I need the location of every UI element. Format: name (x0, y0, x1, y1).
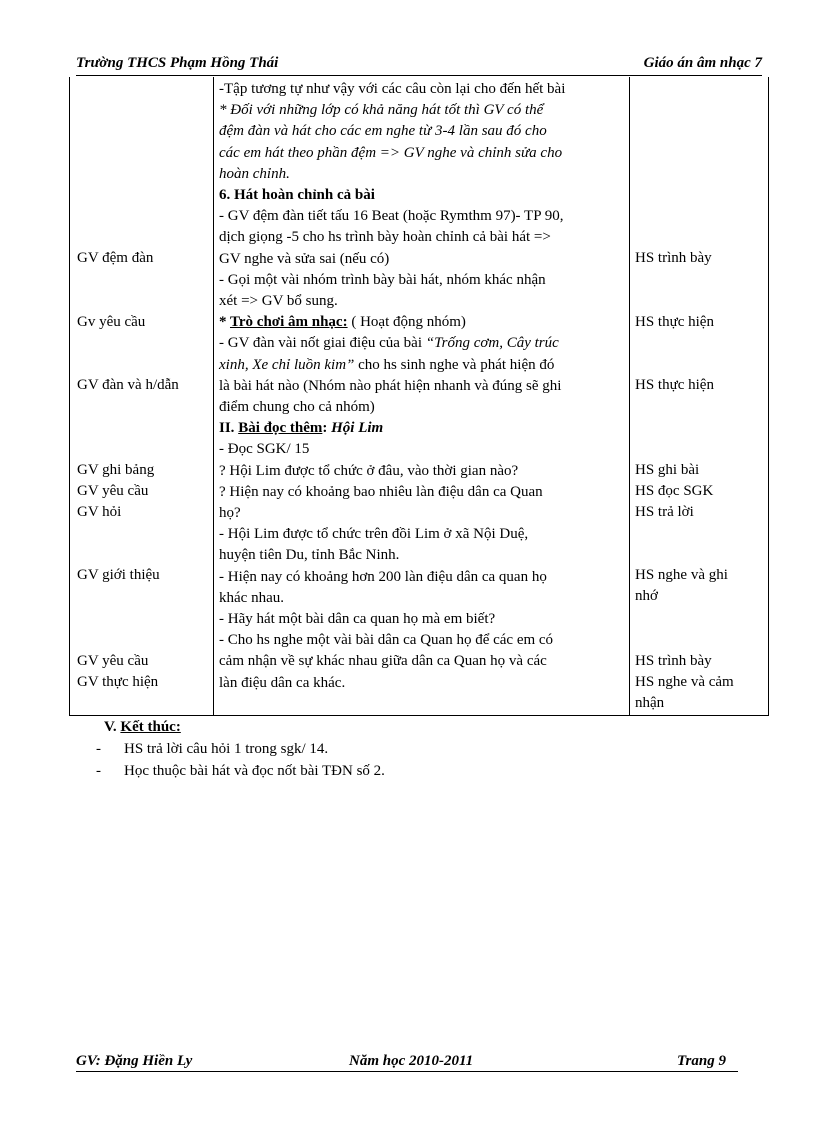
reading-name: Hội Lim (331, 420, 384, 437)
teacher-activity: GV yêu cầu (77, 653, 149, 669)
lesson-table (69, 77, 769, 716)
teacher-activity: GV đệm đàn (77, 250, 154, 266)
game-star: * (219, 314, 230, 331)
content-line: họ? (219, 505, 241, 522)
teacher-activity: GV hỏi (77, 504, 122, 520)
reading-heading (219, 418, 625, 439)
closing-title: Kết thúc: (120, 719, 181, 735)
teacher-activity: GV đàn và h/dẫn (77, 377, 179, 393)
closing-heading (104, 716, 385, 738)
student-activity: HS trả lời (635, 504, 694, 520)
teacher-activity: GV giới thiệu (77, 567, 160, 583)
teacher-activity: Gv yêu cầu (77, 314, 146, 330)
subject-title: Giáo án âm nhạc 7 (643, 55, 762, 71)
closing-list (96, 738, 385, 782)
student-activity: HS thực hiện (635, 377, 714, 393)
list-item-text: HS trả lời câu hỏi 1 trong sgk/ 14. (124, 741, 329, 757)
column-divider (629, 77, 630, 715)
content-line: đệm đàn và hát cho các em nghe từ 3-4 lần sau đó cho (219, 123, 547, 140)
section-heading: 6. Hát hoàn chỉnh cả bài (219, 187, 375, 204)
game-note: ( Hoạt động nhóm) (347, 314, 466, 331)
teaching-content (219, 79, 625, 694)
content-line: ? Hiện nay có khoảng bao nhiêu làn điệu dân ca Quan (219, 483, 543, 500)
teacher-activity: GV thực hiện (77, 674, 159, 690)
content-text: - GV đàn vài nốt giai điệu của bài (219, 335, 426, 352)
content-line: khác nhau. (219, 589, 284, 606)
content-line: làn điệu dân ca khác. (219, 674, 346, 691)
student-activity: nhận (635, 695, 665, 711)
content-line (219, 355, 625, 376)
student-activity: nhớ (635, 588, 658, 604)
content-line: là bài hát nào (Nhóm nào phát hiện nhanh và đúng sẽ ghi (219, 377, 562, 394)
teacher-activity: GV ghi bảng (77, 462, 155, 478)
teacher-activity: GV yêu cầu (77, 483, 149, 499)
content-line: xét => GV bổ sung. (219, 293, 338, 310)
list-item: - HS trả lời câu hỏi 1 trong sgk/ 14. (96, 741, 329, 757)
student-activity: HS trình bày (635, 250, 712, 266)
content-text: cho hs sinh nghe và phát hiện đó (354, 356, 555, 373)
content-line: điểm chung cho cả nhóm) (219, 399, 375, 416)
reading-title: Bài đọc thêm (238, 420, 323, 437)
page-footer (76, 1053, 738, 1072)
song-titles: “Trống cơm, Cây trúc (425, 335, 559, 352)
content-line: - Hãy hát một bài dân ca quan họ mà em biết? (219, 611, 496, 628)
list-item-text: Học thuộc bài hát và đọc nốt bài TĐN số 2. (124, 763, 385, 779)
content-line: các em hát theo phần đệm => GV nghe và chỉnh sửa cho (219, 144, 563, 161)
content-line: - Cho hs nghe một vài bài dân ca Quan họ để các em có (219, 632, 554, 649)
content-line: GV nghe và sửa sai (nếu có) (219, 250, 390, 267)
school-name: Trường THCS Phạm Hồng Thái (76, 55, 279, 71)
content-line: dịch giọng -5 cho hs trình bày hoàn chỉnh cả bài hát => (219, 229, 551, 246)
game-title: Trò chơi âm nhạc: (229, 314, 348, 331)
page-header (76, 53, 762, 76)
reading-number: II. (219, 420, 239, 437)
closing-section (96, 716, 385, 782)
content-line: * Đối với những lớp có khả năng hát tốt thì GV có thể (219, 102, 544, 119)
student-activity: HS thực hiện (635, 314, 714, 330)
list-item: - Học thuộc bài hát và đọc nốt bài TĐN số 2. (96, 763, 385, 779)
school-year: Năm học 2010-2011 (349, 1053, 474, 1069)
content-line (219, 333, 625, 354)
closing-number: V. (104, 719, 121, 735)
student-activity: HS nghe và ghi (635, 567, 728, 583)
content-line: - Gọi một vài nhóm trình bày bài hát, nhóm khác nhận (219, 271, 546, 288)
content-line: - Hội Lim được tổ chức trên đồi Lim ở xã Nội Duệ, (219, 526, 529, 543)
song-titles: xinh, Xe chỉ luồn kim” (219, 356, 355, 373)
student-activity: HS ghi bài (635, 462, 700, 478)
content-line: - GV đệm đàn tiết tấu 16 Beat (hoặc Rymthm 97)- TP 90, (219, 208, 564, 225)
teacher-name: GV: Đặng Hiền Ly (76, 1053, 193, 1069)
content-line: hoàn chỉnh. (219, 165, 290, 182)
content-line: - Hiện nay có khoảng hơn 200 làn điệu dân ca quan họ (219, 568, 547, 585)
reading-colon: : (322, 420, 332, 437)
game-heading (219, 312, 625, 333)
content-line: ? Hội Lim được tổ chức ở đâu, vào thời gian nào? (219, 462, 519, 479)
student-activity: HS đọc SGK (635, 483, 714, 499)
column-divider (213, 77, 214, 715)
content-line: - Đọc SGK/ 15 (219, 441, 310, 458)
student-activity: HS trình bày (635, 653, 712, 669)
page-number: Trang 9 (676, 1053, 726, 1069)
student-activity: HS nghe và cảm (635, 674, 734, 690)
content-line: cảm nhận về sự khác nhau giữa dân ca Quan họ và các (219, 653, 547, 670)
content-line: huyện tiên Du, tỉnh Bắc Ninh. (219, 547, 400, 564)
content-line: -Tập tương tự như vậy với các câu còn lại cho đến hết bài (219, 81, 566, 97)
